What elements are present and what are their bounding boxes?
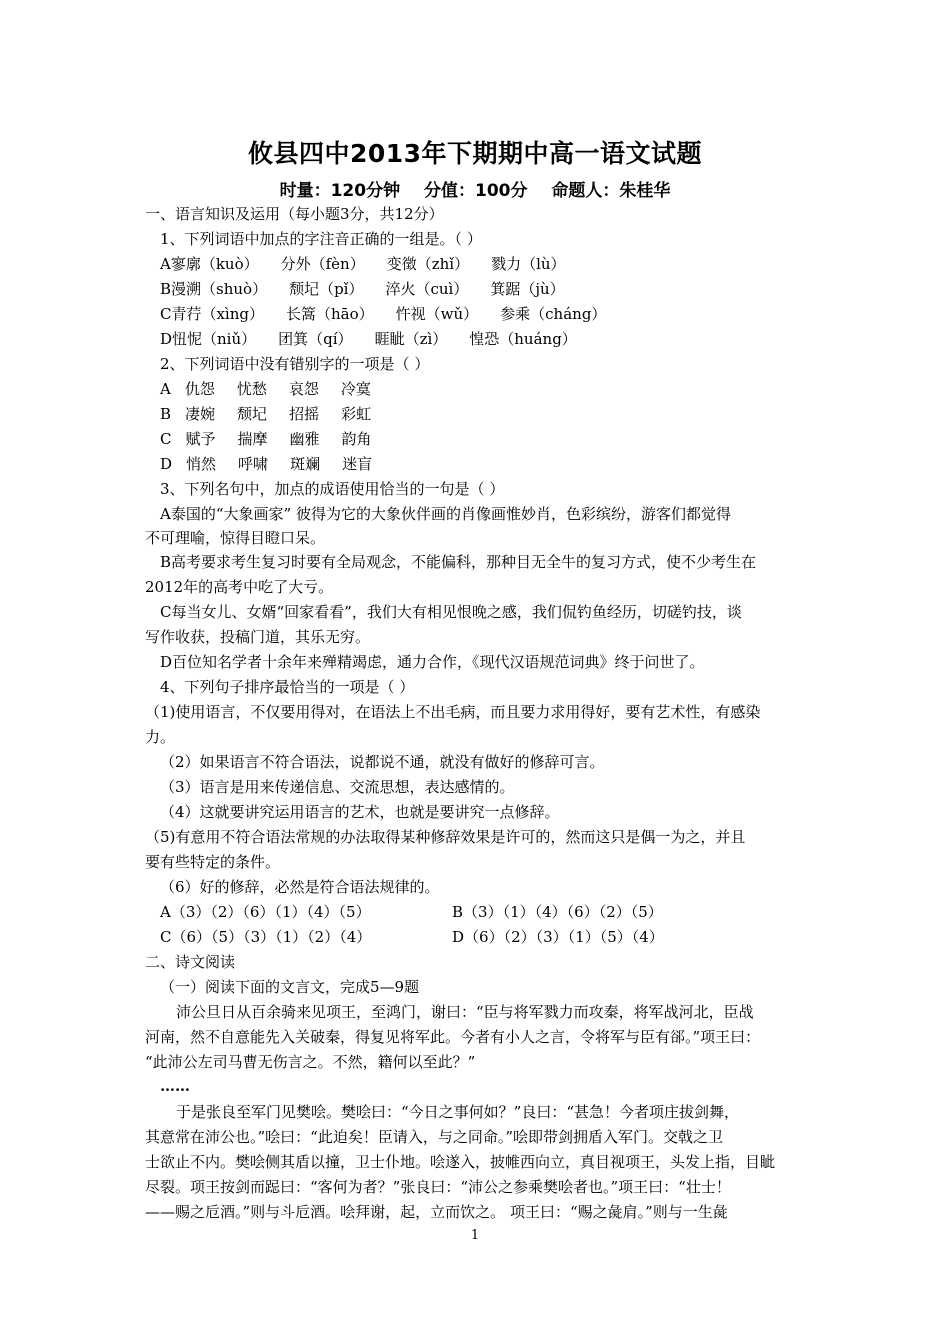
q4-stem: 4、下列句子排序最恰当的一项是（ ） (160, 678, 415, 696)
q2-b-2: 颓圮 (237, 405, 268, 423)
q1-d-4: 惶恐（huáng） (469, 330, 577, 348)
q4-option-a: A（3）（2）（6）（1）（4）（5） (160, 903, 371, 921)
subsection-1-heading: （一）阅读下面的文言文，完成5—9题 (160, 978, 420, 996)
q1-d-3: 睚眦（zì） (374, 330, 448, 348)
q3-c-line1: C每当女儿、女婿“回家看看”，我们大有相见恨晚之感，我们侃钓鱼经历，切磋钓技，谈 (160, 603, 742, 621)
q2-d-4: 迷盲 (342, 455, 373, 473)
exam-info (0, 176, 950, 201)
q3-stem: 3、下列名句中，加点的成语使用恰当的一句是（ ） (160, 480, 505, 498)
q3-d-line1: D百位知名学者十余年来殚精竭虑，通力合作，《现代汉语规范词典》终于问世了。 (160, 653, 705, 671)
q2-d-1: 悄然 (186, 455, 217, 473)
q1-a-4: 戮力（lù） (491, 255, 566, 273)
passage-p2-line4: 尽裂。项王按剑而跽曰：“客何为者？”张良曰：“沛公之参乘樊哙者也。”项王曰：“壮士！ (145, 1178, 731, 1196)
q2-a-3: 哀怨 (288, 380, 319, 398)
q2-d-letter: D (160, 455, 173, 473)
q2-c-2: 揣摩 (237, 430, 268, 448)
section-1-heading: 一、语言知识及运用（每小题3分，共12分） (145, 205, 444, 223)
exam-score: 分值：100分 (424, 181, 528, 201)
q1-option-d (160, 327, 840, 351)
q1-c-4: 参乘（cháng） (500, 305, 607, 323)
q4-sentence-2: （2）如果语言不符合语法，说都说不通，就没有做好的修辞可言。 (160, 753, 605, 771)
q1-a-3: 变徵（zhǐ） (386, 255, 470, 273)
q1-b-3: 淬火（cuì） (385, 280, 469, 298)
page-number: 1 (470, 1228, 480, 1243)
passage-p2-line3: 士欲止不内。樊哙侧其盾以撞，卫士仆地。哙遂入，披帷西向立，真目视项王，头发上指，目眦 (145, 1153, 776, 1171)
q4-options-cd (160, 925, 840, 949)
q2-c-3: 幽雅 (289, 430, 320, 448)
q1-a-1: A寥廓（kuò） (160, 255, 259, 273)
q1-b-4: 箕踞（jù） (490, 280, 565, 298)
q4-sentence-1b: 力。 (145, 728, 176, 746)
q2-b-letter: B (160, 405, 172, 423)
section-2-heading: 二、诗文阅读 (145, 953, 236, 971)
q4-sentence-6: （6）好的修辞，必然是符合语法规律的。 (160, 878, 440, 896)
q4-options-ab (160, 900, 840, 924)
q1-c-1: C青荇（xìng） (160, 305, 264, 323)
q1-d-1: D忸怩（niǔ） (160, 330, 257, 348)
q2-a-1: 仇怨 (184, 380, 215, 398)
q4-option-c: C（6）（5）（3）（1）（2）（4） (160, 928, 372, 946)
q2-option-a (160, 377, 840, 401)
q1-b-2: 颓圮（pǐ） (289, 280, 364, 298)
q4-option-d: D（6）（2）（3）（1）（5）（4） (452, 928, 664, 946)
passage-ellipsis: …… (160, 1077, 190, 1095)
q2-option-d (160, 452, 840, 476)
q2-c-letter: C (160, 430, 172, 448)
q1-stem: 1、下列词语中加点的字注音正确的一组是。（ ） (160, 230, 482, 248)
q4-option-b: B（3）（1）（4）（6）（2）（5） (452, 903, 663, 921)
exam-title: 攸县四中2013年下期期中高一语文试题 (247, 139, 703, 168)
q1-c-3: 忤视（wǔ） (395, 305, 479, 323)
q1-option-c (160, 302, 840, 326)
passage-p2-line2: 其意常在沛公也。”哙曰：“此迫矣！臣请入，与之同命。”哙即带剑拥盾入军门。交戟之卫 (145, 1128, 724, 1146)
q2-a-2: 忧愁 (236, 380, 267, 398)
q1-c-2: 长篙（hāo） (286, 305, 374, 323)
q2-option-b (160, 402, 840, 426)
q3-c-line2: 写作收获，投稿门道，其乐无穷。 (145, 628, 371, 646)
q1-a-2: 分外（fèn） (280, 255, 365, 273)
q2-c-4: 韵角 (341, 430, 372, 448)
q2-stem: 2、下列词语中没有错别字的一项是（ ） (160, 355, 430, 373)
q2-a-4: 冷寞 (340, 380, 371, 398)
q2-b-3: 招摇 (289, 405, 320, 423)
q1-d-2: 团箕（qí） (278, 330, 353, 348)
q2-a-letter: A (160, 380, 171, 398)
passage-p1-line2: 河南，然不自意能先入关破秦，得复见将军此。今者有小人之言，令将军与臣有郤。”项王曰： (145, 1028, 761, 1046)
q3-b-line2: 2012年的高考中吃了大亏。 (145, 578, 334, 596)
q3-a-line2: 不可理喻，惊得目瞪口呆。 (145, 529, 326, 547)
q3-b-line1: B高考要求考生复习时要有全局观念，不能偏科，那种目无全牛的复习方式，使不少考生在 (160, 553, 757, 571)
q2-b-4: 彩虹 (341, 405, 372, 423)
q4-sentence-5b: 要有些特定的条件。 (145, 853, 281, 871)
passage-p2-line5: ——赐之卮酒。”则与斗卮酒。哙拜谢，起，立而饮之。 项王曰：“赐之彘肩。”则与一生彘 (145, 1203, 728, 1221)
passage-p1-line3: “此沛公左司马曹无伤言之。不然，籍何以至此？” (145, 1053, 476, 1071)
q1-option-b (160, 277, 840, 301)
q4-sentence-5a: （5)有意用不符合语法常规的办法取得某种修辞效果是许可的，然而这只是偶一为之，并且 (145, 828, 746, 846)
exam-author: 命题人：朱桂华 (551, 181, 671, 201)
q4-sentence-4: （4）这就要讲究运用语言的艺术，也就是要讲究一点修辞。 (160, 803, 560, 821)
q2-b-1: 凄婉 (185, 405, 216, 423)
q2-d-2: 呼啸 (238, 455, 269, 473)
passage-p1-line1: 沛公旦日从百余骑来见项王，至鸿门，谢曰：“臣与将军戮力而攻秦，将军战河北，臣战 (176, 1003, 754, 1021)
passage-p2-line1: 于是张良至军门见樊哙。樊哙曰：“今日之事何如？”良曰：“甚急！今者项庄拔剑舞， (176, 1103, 740, 1121)
q4-sentence-1a: （1)使用语言，不仅要用得对，在语法上不出毛病，而且要力求用得好，要有艺术性，有感染 (145, 703, 761, 721)
q3-a-line1: A泰国的“大象画家” 彼得为它的大象伙伴画的肖像画惟妙肖，色彩缤纷，游客们都觉得 (160, 505, 731, 523)
q2-c-1: 赋予 (185, 430, 216, 448)
q1-b-1: B漫溯（shuò） (160, 280, 268, 298)
exam-time: 时量：120分钟 (279, 181, 401, 201)
q4-sentence-3: （3）语言是用来传递信息、交流思想，表达感情的。 (160, 778, 515, 796)
q2-option-c (160, 427, 840, 451)
q1-option-a (160, 252, 840, 276)
q2-d-3: 斑斓 (290, 455, 321, 473)
